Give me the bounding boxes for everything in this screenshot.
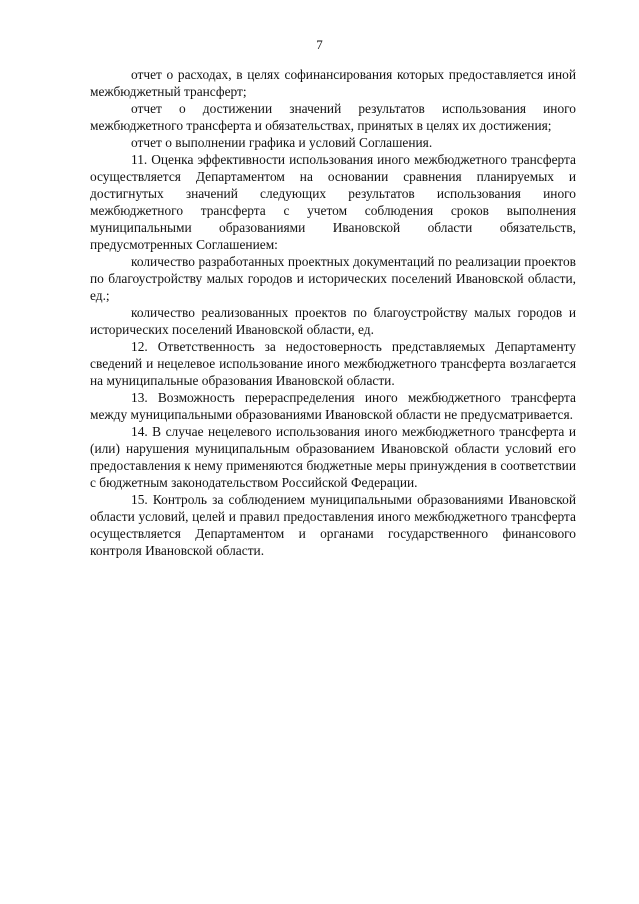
document-body xyxy=(90,66,576,559)
paragraph-indicator-documentation: количество разработанных проектных документаций по реализации проектов по благоустройству малых городов и исторических поселений Ивановской области, ед.; xyxy=(90,254,576,303)
paragraph-report-expenses: отчет о расходах, в целях софинансирования которых предоставляется иной межбюджетный трансферт; xyxy=(90,67,576,99)
paragraph-14-misuse: 14. В случае нецелевого использования иного межбюджетного трансферта и (или) нарушения муниципальным образованием Ивановской области условий его предоставления к нему применяются бюджетные меры принуждения в соответствии с бюджетным законодательством Российской Федерации. xyxy=(90,424,576,490)
paragraph-11-efficiency: 11. Оценка эффективности использования иного межбюджетного трансферта осуществляется Департаментом на основании сравнения планируемых и достигнутых значений следующих результатов использования иного межбюджетного трансферта с учетом соблюдения сроков выполнения муниципальными образованиями Ивановской области обязательств, предусмотренных Соглашением: xyxy=(90,152,576,252)
paragraph-13-redistribution: 13. Возможность перераспределения иного межбюджетного трансферта между муниципальными образованиями Ивановской области не предусматривается. xyxy=(90,390,576,422)
paragraph-15-control: 15. Контроль за соблюдением муниципальными образованиями Ивановской области условий, целей и правил предоставления иного межбюджетного трансферта осуществляется Департаментом и органами государственного финансового контроля Ивановской области. xyxy=(90,492,576,558)
paragraph-report-results: отчет о достижении значений результатов использования иного межбюджетного трансферта и обязательствах, принятых в целях их достижения; xyxy=(90,101,576,133)
paragraph-indicator-projects: количество реализованных проектов по благоустройству малых городов и исторических поселений Ивановской области, ед. xyxy=(90,305,576,337)
page-number: 7 xyxy=(316,37,323,52)
paragraph-12-responsibility: 12. Ответственность за недостоверность представляемых Департаменту сведений и нецелевое использование иного межбюджетного трансферта возлагается на муниципальные образования Ивановской области. xyxy=(90,339,576,388)
paragraph-report-schedule: отчет о выполнении графика и условий Соглашения. xyxy=(131,135,433,150)
